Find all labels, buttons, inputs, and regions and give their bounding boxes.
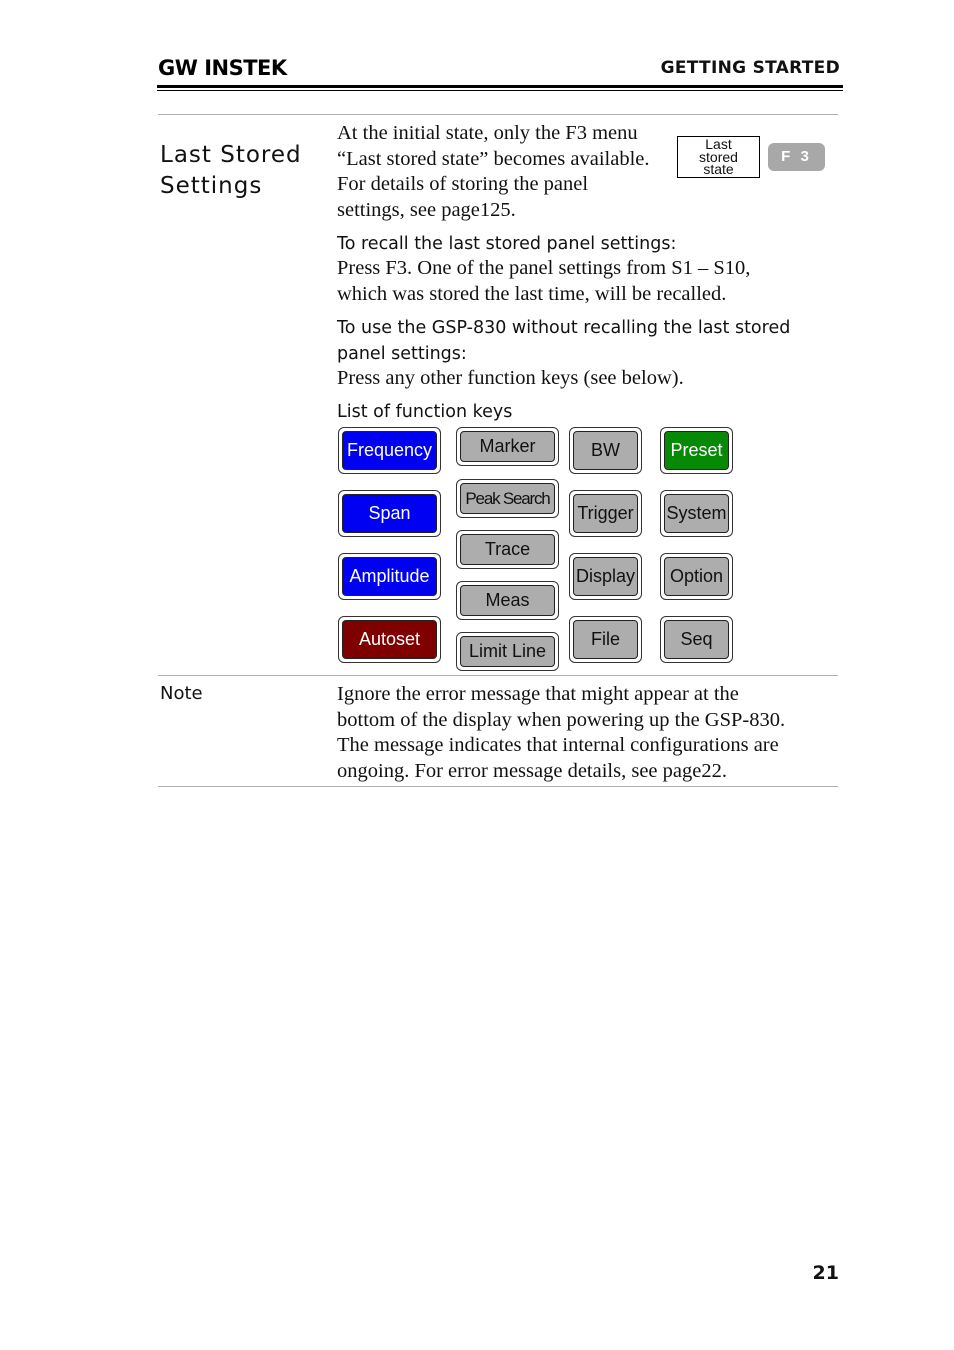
key-label: File xyxy=(573,620,638,659)
chapter-title: GETTING STARTED xyxy=(660,58,840,78)
header-rule-thin xyxy=(157,90,843,91)
norecall-heading-line: panel settings: xyxy=(337,343,467,364)
seq-key[interactable] xyxy=(660,616,733,663)
intro-line: “Last stored state” becomes available. xyxy=(337,147,650,170)
note-label: Note xyxy=(160,683,203,704)
display-key[interactable] xyxy=(569,553,642,600)
key-label: Limit Line xyxy=(460,636,555,667)
key-label: Seq xyxy=(664,620,729,659)
file-key[interactable] xyxy=(569,616,642,663)
autoset-key[interactable] xyxy=(338,616,441,663)
frequency-key[interactable] xyxy=(338,427,441,474)
key-label: Preset xyxy=(664,431,729,470)
intro-line: For details of storing the panel xyxy=(337,173,589,195)
option-key[interactable] xyxy=(660,553,733,600)
gwinstek-logo: GW INSTEK xyxy=(158,56,287,80)
key-label: Meas xyxy=(460,585,555,616)
trigger-key[interactable] xyxy=(569,490,642,537)
recall-heading: To recall the last stored panel settings: xyxy=(337,234,677,254)
key-label: Autoset xyxy=(342,620,437,659)
menu-label-line: Last xyxy=(705,136,732,152)
note-line: Ignore the error message that might appear at the xyxy=(337,683,739,705)
menu-label-line: stored xyxy=(699,148,738,165)
key-label: Amplitude xyxy=(342,557,437,596)
note-bottom-divider xyxy=(158,786,838,787)
header-rule-thick xyxy=(157,85,843,88)
page-number: 21 xyxy=(812,1262,839,1284)
trace-key[interactable] xyxy=(456,530,559,569)
intro-line: At the initial state, only the F3 menu xyxy=(337,122,638,144)
note-line: The message indicates that internal configurations are xyxy=(337,734,779,756)
last-stored-state-menu-label xyxy=(677,136,760,178)
key-label: Trace xyxy=(460,534,555,565)
norecall-paragraph: Press any other function keys (see below). xyxy=(337,367,684,389)
key-label: BW xyxy=(573,431,638,470)
recall-line: which was stored the last time, will be recalled. xyxy=(337,282,727,305)
key-label: Peak Search xyxy=(460,483,555,514)
key-label: Trigger xyxy=(573,494,638,533)
section-title xyxy=(160,140,330,202)
key-label: Option xyxy=(664,557,729,596)
section-title-line1: Last Stored xyxy=(160,142,302,168)
note-line: bottom of the display when powering up the GSP-830. xyxy=(337,708,786,731)
note-top-divider xyxy=(158,675,838,676)
key-label: System xyxy=(664,494,729,533)
span-key[interactable] xyxy=(338,490,441,537)
meas-key[interactable] xyxy=(456,581,559,620)
system-key[interactable] xyxy=(660,490,733,537)
recall-line: Press F3. One of the panel settings from S1 – S10, xyxy=(337,257,751,279)
key-label: Frequency xyxy=(342,431,437,470)
section-top-divider xyxy=(158,114,838,115)
peak-search-key[interactable] xyxy=(456,479,559,518)
limit-line-key[interactable] xyxy=(456,632,559,671)
intro-line: settings, see page125. xyxy=(337,198,516,221)
key-label: Display xyxy=(573,557,638,596)
recall-paragraph xyxy=(337,256,827,307)
f3-key[interactable]: F 3 xyxy=(768,143,825,171)
function-keys-heading: List of function keys xyxy=(337,402,513,422)
marker-key[interactable] xyxy=(456,427,559,466)
key-label: Marker xyxy=(460,431,555,462)
bw-key[interactable] xyxy=(569,427,642,474)
key-label: Span xyxy=(342,494,437,533)
preset-key[interactable] xyxy=(660,427,733,474)
norecall-heading xyxy=(337,316,827,367)
norecall-heading-line: To use the GSP-830 without recalling the last stored xyxy=(337,318,791,338)
note-paragraph xyxy=(337,682,837,784)
section-title-line2: Settings xyxy=(160,173,263,199)
amplitude-key[interactable] xyxy=(338,553,441,600)
note-line: ongoing. For error message details, see page22. xyxy=(337,759,727,782)
menu-label-line: state xyxy=(703,161,734,177)
